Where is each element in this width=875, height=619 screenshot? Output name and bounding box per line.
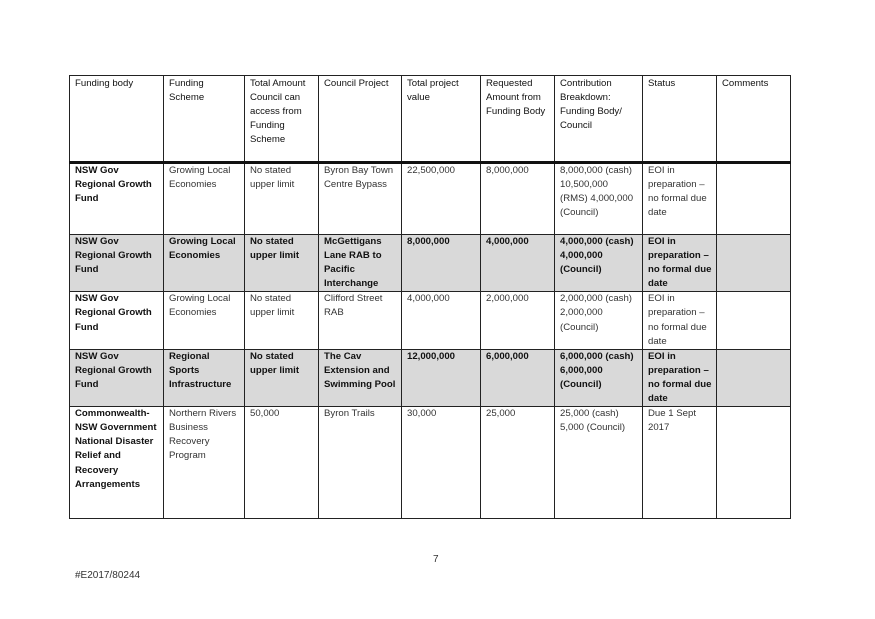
cell-requested: 8,000,000 [481,163,555,235]
header-status: Status [643,76,717,163]
header-contribution: Contribution Breakdown: Funding Body/ Council [555,76,643,163]
cell-total-value: 30,000 [402,407,481,519]
cell-total-access: 50,000 [245,407,319,519]
cell-status: EOI in preparation – no formal due date [643,235,717,292]
cell-total-value: 12,000,000 [402,349,481,406]
cell-project: Clifford Street RAB [319,292,402,349]
cell-total-access: No stated upper limit [245,163,319,235]
cell-total-access: No stated upper limit [245,349,319,406]
cell-funding-body: Commonwealth-NSW Government National Disaster Relief and Recovery Arrangements [70,407,164,519]
cell-total-value: 4,000,000 [402,292,481,349]
cell-scheme: Growing Local Economies [164,292,245,349]
cell-total-value: 8,000,000 [402,235,481,292]
cell-comments [717,235,791,292]
cell-project: Byron Trails [319,407,402,519]
cell-comments [717,349,791,406]
table-row [70,235,791,292]
cell-total-value: 22,500,000 [402,163,481,235]
document-reference: #E2017/80244 [75,570,141,581]
header-funding-scheme: Funding Scheme [164,76,245,163]
cell-contribution: 25,000 (cash) 5,000 (Council) [555,407,643,519]
cell-requested: 25,000 [481,407,555,519]
cell-requested: 2,000,000 [481,292,555,349]
cell-scheme: Growing Local Economies [164,163,245,235]
cell-funding-body: NSW Gov Regional Growth Fund [70,163,164,235]
cell-contribution: 8,000,000 (cash) 10,500,000 (RMS) 4,000,000 (Council) [555,163,643,235]
cell-funding-body: NSW Gov Regional Growth Fund [70,235,164,292]
header-total-project-value: Total project value [402,76,481,163]
cell-requested: 6,000,000 [481,349,555,406]
cell-comments [717,163,791,235]
header-council-project: Council Project [319,76,402,163]
cell-contribution: 2,000,000 (cash) 2,000,000 (Council) [555,292,643,349]
cell-project: The Cav Extension and Swimming Pool [319,349,402,406]
cell-total-access: No stated upper limit [245,235,319,292]
cell-project: Byron Bay Town Centre Bypass [319,163,402,235]
cell-scheme: Growing Local Economies [164,235,245,292]
cell-status: EOI in preparation – no formal due date [643,292,717,349]
cell-funding-body: NSW Gov Regional Growth Fund [70,349,164,406]
cell-contribution: 4,000,000 (cash) 4,000,000 (Council) [555,235,643,292]
header-funding-body: Funding body [70,76,164,163]
cell-scheme: Regional Sports Infrastructure [164,349,245,406]
table-row [70,163,791,235]
table-row [70,349,791,406]
table-row [70,407,791,519]
page-number: 7 [433,554,439,565]
cell-contribution: 6,000,000 (cash) 6,000,000 (Council) [555,349,643,406]
header-requested-amount: Requested Amount from Funding Body [481,76,555,163]
cell-project: McGettigans Lane RAB to Pacific Interchange [319,235,402,292]
cell-requested: 4,000,000 [481,235,555,292]
cell-comments [717,292,791,349]
header-total-amount: Total Amount Council can access from Funding Scheme [245,76,319,163]
cell-total-access: No stated upper limit [245,292,319,349]
table-row [70,292,791,349]
cell-status: Due 1 Sept 2017 [643,407,717,519]
cell-status: EOI in preparation – no formal due date [643,163,717,235]
cell-status: EOI in preparation – no formal due date [643,349,717,406]
cell-comments [717,407,791,519]
funding-table [69,75,791,519]
header-row [70,76,791,163]
header-comments: Comments [717,76,791,163]
cell-funding-body: NSW Gov Regional Growth Fund [70,292,164,349]
cell-scheme: Northern Rivers Business Recovery Program [164,407,245,519]
